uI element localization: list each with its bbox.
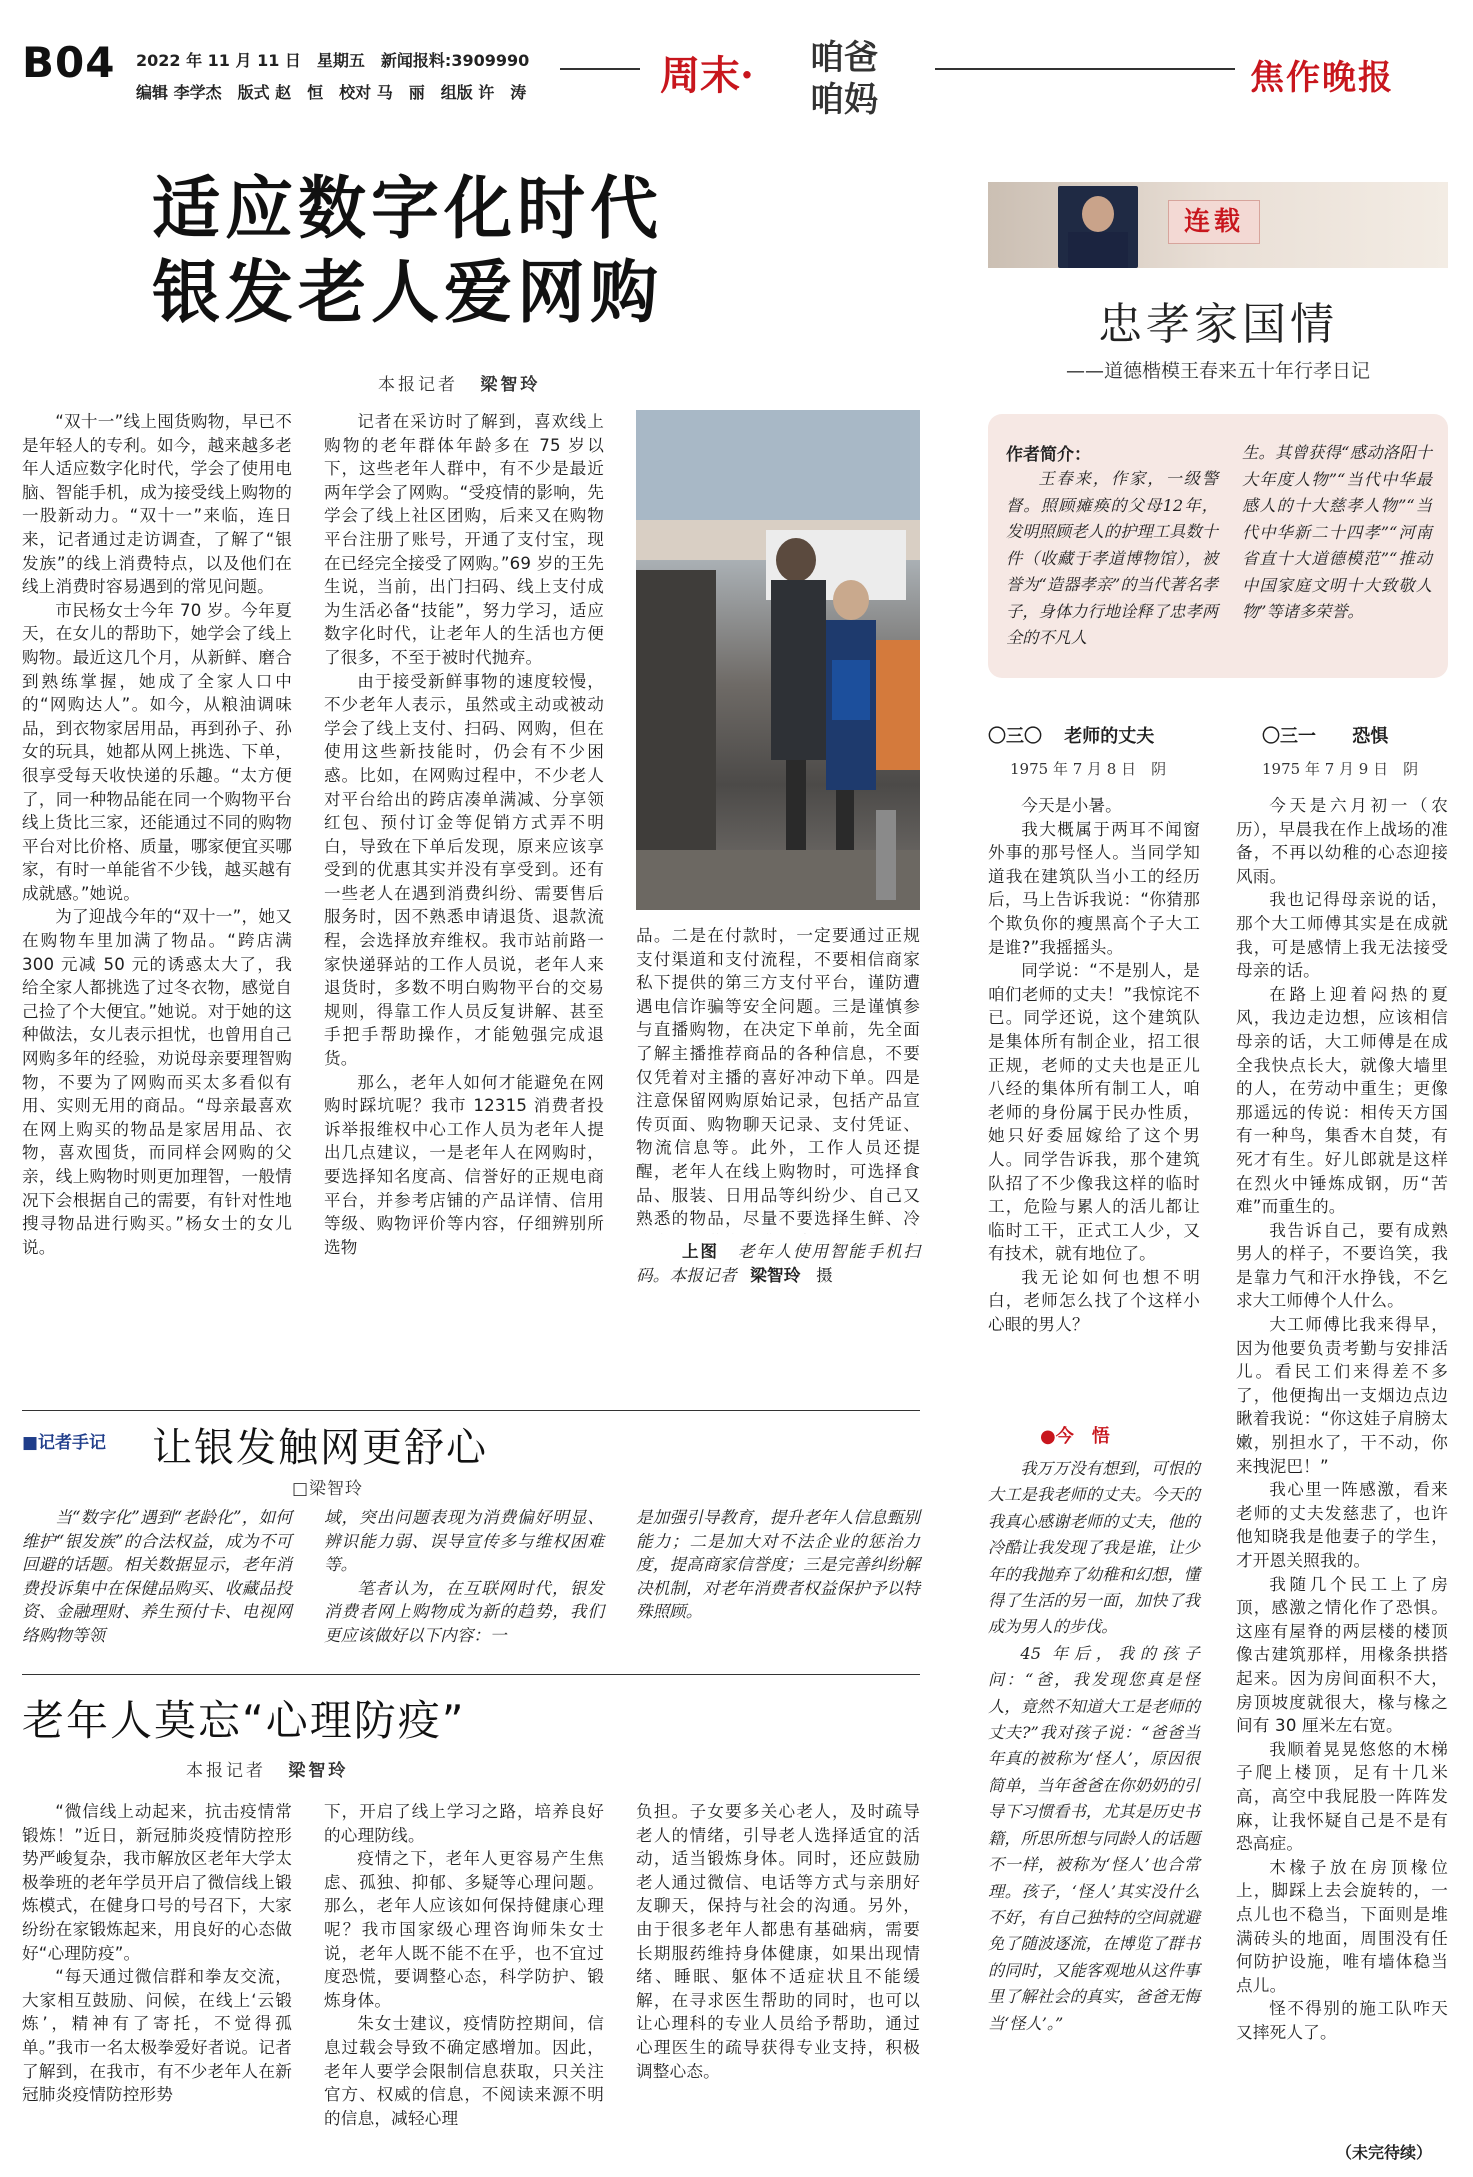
date-line: 2022 年 11 月 11 日 星期五 新闻报料:3909990 [136,51,530,70]
article3-column-1 [22,1800,292,2166]
paragraph: 负担。子女要多关心老人，及时疏导老人的情绪，引导老人选择适宜的活动，适当锻炼身体。同时，还应鼓励老人通过微信、电话等方式与亲朋好友聊天，保持与社会的沟通。另外，由于很多老年人都患有基础病，需要长期服药维持身体健康，如果出现情绪、睡眠、躯体不适症状且不能缓解，在寻求医生帮助的同时，也可以让心理科的专业人员给予帮助，通过心理医生的疏导获得专业支持，积极调整心态。 [636,1802,920,2081]
article2-text-2a: 域，突出问题表现为消费偏好明显、辨识能力弱、误导宣传多与维权困难等。 [324,1508,604,1575]
byline-name: 梁智玲 [480,375,541,395]
paragraph: 今天是六月初一（农历），早晨我在作上战场的准备，不再以幼稚的心态迎接风雨。 [1236,796,1448,886]
entry-031-heading [1262,722,1448,748]
banner-label: 连载 [1183,207,1244,237]
article2-column-3 [636,1506,920,1624]
section-name-parents-2: 咱妈 [810,80,878,120]
paragraph: 在路上迎着闷热的夏风，我边走边想，应该相信母亲的话，大工师傅是在成全我快点长大，就像大墙里的人，在劳动中重生；更像那遥远的传说：相传天方国有一种鸟，集香木自焚，有死才有生。好儿郎就是这样在烈火中锤炼成钢，历“苦难”而重生的。 [1236,984,1448,1217]
author-intro-label: 作者简介： [1006,445,1091,465]
article2-text-2b: 笔者认为，在互联网时代，银发消费者网上购物成为新的趋势，我们更应该做好以下内容：一 [324,1578,604,1645]
tag-text: ■记者手记 [22,1433,107,1453]
photo-scene [636,410,920,910]
byline-label: 本报记者 [186,1761,266,1781]
author-bio-col2 [1242,440,1432,626]
paragraph: “双十一”线上囤货购物，早已不是年轻人的专利。如今，越来越多老年人适应数字化时代，学会了使用电脑、智能手机，成为接受线上购物的一股新动力。“双十一”来临，连日来，记者通过走访调查，了解了“银发族”的线上消费特点，以及他们在线上消费时容易遇到的常见问题。 [22,412,292,597]
article1-column-3 [636,924,920,1234]
article3-title: 老年人莫忘“心理防疫” [22,1696,466,1745]
paragraph: 同学说：“不是别人，是咱们老师的丈夫！”我惊诧不已。同学还说，这个建筑队是集体所有制企业，招工很正规，老师的丈夫也是正儿八经的集体所有制工人，咱老师的身份属于民办性质，她只好委屈嫁给了这个男人。同学告诉我，那个建筑队招了不少像我这样的临时工，危险与累人的活儿都让临时工干，正式工人少，又有技术，就有地位了。 [988,961,1200,1264]
article1-photo [636,410,920,910]
caption-name: 梁智玲 [750,1265,801,1285]
paragraph: 我无论如何也想不明白，老师怎么找了个这样小心眼的男人？ [988,1267,1200,1335]
article1-title-line1: 适应数字化时代 [152,170,664,249]
paragraph: 记者在采访时了解到，喜欢线上购物的老年群体年龄多在 75 岁以下，这些老年人群中，有不少是最近两年学会了网购。“受疫情的影响，先学会了线上社区团购，后来又在购物平台注册了账号，开通了支付宝，现在已经完全接受了网购。”69 岁的王先生说，当前，出门扫码、线上支付成为生活必备“技能”，努力学习，适应数字化时代，让老年人的生活也方便了很多，不至于被时代抛弃。 [324,412,604,667]
byline-name: 梁智玲 [288,1761,349,1781]
photo-caption [636,1240,920,1287]
section-name-parents-1: 咱爸 [810,38,878,78]
article2-tag [22,1428,106,1453]
paragraph: 今天是小暑。 [1021,796,1122,815]
article2-text-1: 当“数字化”遇到“老龄化”，如何维护“银发族”的合法权益，成为不可回避的话题。相关数据显示，老年消费投诉集中在保健品购买、收藏品投资、金融理财、养生预付卡、电视网络购物等领 [22,1508,292,1645]
article1-title [152,168,663,336]
article1-byline [378,370,540,395]
paragraph: 我万万没有想到，可恨的大工是我老师的丈夫。今天的我真心感谢老师的丈夫，他的冷酷让我发现了我是谁，让少年的我抛弃了幼稚和幻想，懂得了生活的另一面，加快了我成为男人的步伐。 [988,1459,1200,1637]
author-bio-text-1: 王春来，作家，一级警督。照顾瘫痪的父母12年，发明照顾老人的护理工具数十件（收藏于孝道博物馆），被誉为“造器孝亲”的当代著名孝子，身体力行地诠释了忠孝两全的不凡人 [1006,469,1218,647]
entry-030-heading [988,722,1200,748]
article2-text-3: 是加强引导教育，提升老年人信息甄别能力；二是加大对不法企业的惩治力度，提高商家信誉度；三是完善纠纷解决机制，对老年消费者权益保护予以特殊照顾。 [636,1508,920,1622]
banner-label-box [1168,200,1260,244]
article2-column-1 [22,1506,292,1648]
article3-column-2 [324,1800,604,2166]
paragraph: 朱女士建议，疫情防控期间，信息过载会导致不确定感增加。因此，老年人要学会限制信息获取，只关注官方、权威的信息，不阅读来源不明的信息，减轻心理 [324,2014,604,2128]
paragraph: 下，开启了线上学习之路，培养良好的心理防线。 [324,1802,604,1845]
divider-article2-bottom [22,1674,920,1675]
entry-title: 恐惧 [1352,726,1389,747]
to-be-continued: （未完待续） [1336,2143,1433,2162]
serial-title: 忠孝家国情 [1098,299,1338,350]
paragraph: 品。二是在付款时，一定要通过正规支付渠道和支付流程，不要相信商家私下提供的第三方支付平台，谨防遭遇电信诈骗等安全问题。三是谨慎参与直播购物，在决定下单前，先全面了解主播推荐商品的各种信息，不要仅凭着对主播的喜好冲动下单。四是注意保留网购原始记录，包括产品宣传页面、购物聊天记录、支付凭证、物流信息等。此外，工作人员还提醒，老年人在线上购物时，可选择食品、服装、日用品等纠纷少、自己又熟悉的物品，尽量不要选择生鲜、冷 [636,926,920,1229]
entry-030-body [988,794,1200,1337]
page-number: B04 [22,38,116,87]
caption-suffix: 摄 [816,1265,833,1285]
caption-label: 上图 [682,1242,719,1261]
article3-column-3 [636,1800,920,2166]
entry-031-body [1236,794,1448,2124]
paragraph: 我大概属于两耳不闻窗外事的那号怪人。当同学知道我在建筑队当小工的经历后，马上告诉我说：“你猜那个欺负你的瘦黑高个子大工是谁?”我摇摇头。 [988,819,1200,957]
caption-text: 老年人使用智能手机扫码。本报记者 [636,1242,921,1285]
paragraph: 我告诉自己，要有成熟男人的样子，不要诌笑，我是靠力气和汗水挣钱，不乞求大工师傅个人什么。 [1236,1220,1448,1311]
paragraph: “每天通过微信群和拳友交流，大家相互鼓励、问候，在线上‘云锻炼’，精神有了寄托，不觉得孤单。”我市一名太极拳爱好者说。记者了解到，在我市，有不少老年人在新冠肺炎疫情防控形势 [22,1967,292,2105]
divider-article1-bottom [22,1410,920,1411]
paragraph: 我顺着晃晃悠悠的木梯子爬上楼顶，足有十几米高，高空中我屁股一阵阵发麻，让我怀疑自己是不是有恐高症。 [1236,1739,1448,1854]
paragraph: 那么，老年人如何才能避免在网购时踩坑呢？我市 12315 消费者投诉举报维权中心工作人员为老年人提出几点建议，一是老年人在网购时，要选择知名度高、信誉好的正规电商平台，并参考店铺的产品详情、信用等级、购物评价等内容，仔细辨别所选物 [324,1072,604,1257]
jinwu-body [988,1456,1200,2037]
article2-byline: □梁智玲 [292,1479,364,1499]
paragraph: 市民杨女士今年 70 岁。今年夏天，在女儿的帮助下，她学会了线上购物。最近这几个月，从新鲜、磨合到熟练掌握，她成了全家人口中的“网购达人”。如今，从粮油调味品，到衣物家居用品，再到孙子、孙女的玩具，她都从网上挑选、下单，很享受每天收快递的乐趣。“太方便了，同一种物品能在同一个购物平台线上货比三家，还能通过不同的购物平台对比价格、质量，哪家便宜买哪家，有时一单能省不少钱，越买越有成就感。”她说。 [22,600,292,903]
paper-logo: 焦作晚报 [1250,58,1394,98]
paragraph: 怪不得别的施工队咋天又摔死人了。 [1236,1999,1448,2042]
editors-line: 编辑 李学杰 版式 赵 恒 校对 马 丽 组版 许 涛 [136,83,527,102]
entry-number: 〇三一 [1262,726,1316,747]
paragraph: “微信线上动起来，抗击疫情常锻炼！”近日，新冠肺炎疫情防控形势严峻复杂，我市解放区老年大学太极拳班的老年学员开启了微信线上锻炼模式，在健身口号的号召下，大家纷纷在家锻炼起来，用良好的心态做好“心理防疫”。 [22,1802,292,1963]
paragraph: 为了迎战今年的“双十一”，她又在购物车里加满了物品。“跨店满 300 元减 50 元的诱惑太大了，我给全家人都挑选了过冬衣物，感觉自己捡了个大便宜。”她说。对于她的这种做法，女儿表示担忧，也曾用自己网购多年的经验，劝说母亲要理智购物，不要为了网购而买太多看似有用、实则无用的商品。“母亲最喜欢在网上购买的物品是家居用品、衣物，喜欢囤货，而同样会网购的父亲，线上购物时则更加理智，一般情况下会根据自己的需要，有针对性地搜寻物品进行购买。”杨女士的女儿说。 [22,907,292,1257]
entry-030-date: 1975 年 7 月 8 日 阴 [1010,760,1167,778]
jinwu-heading [1040,1422,1110,1448]
jinwu-label: ●今 悟 [1040,1426,1110,1447]
masthead-divider-right [935,68,1235,70]
author-bio-text-2: 生。其曾获得“感动洛阳十大年度人物”“当代中华最感人的十大慈孝人物”“当代中华新二十四孝”“河南省直十大道德模范”“推动中国家庭文明十大致敬人物”等诸多荣誉。 [1242,443,1432,621]
article1-title-line2: 银发老人爱网购 [152,254,664,333]
masthead-divider-left [560,68,640,70]
byline-label: 本报记者 [378,375,458,395]
article1-column-2 [324,410,604,1410]
article1-column-1 [22,410,292,1400]
article2-column-2 [324,1506,604,1648]
section-name-weekend: 周末· [660,52,754,99]
masthead [0,0,1473,120]
paragraph: 疫情之下，老年人更容易产生焦虑、孤独、抑郁、多疑等心理问题。那么，老年人应该如何保持健康心理呢？我市国家级心理咨询师朱女士说，老年人既不能不在乎，也不宜过度恐慌，要调整心态，科学防护、锻炼身体。 [324,1849,604,2010]
paragraph: 由于接受新鲜事物的速度较慢，不少老年人表示，虽然或主动或被动学会了线上支付、扫码、网购，但在使用这些新技能时，仍会有不少困惑。比如，在网购过程中，不少老人对平台给出的跨店凑单满减、分享领红包、预付订金等促销方式弄不明白，导致在下单后发现，原来应该享受到的优惠其实并没有享受到。还有一些老人在遇到消费纠纷、需要售后服务时，因不熟悉申请退货、退款流程，会选择放弃维权。我市站前路一家快递驿站的工作人员说，老年人来退货时，多数不明白购物平台的交易规则，得靠工作人员反复讲解、甚至手把手帮助操作，才能勉强完成退货。 [324,671,604,1069]
paragraph: 我随几个民工上了房顶，感激之情化作了恐惧。这座有屋脊的两层楼的楼顶像古建筑那样，用椽条拱搭起来。因为房间面积不大，房顶坡度就很大，椽与椽之间有 30 厘米左右宽。 [1236,1574,1448,1736]
paragraph: 我心里一阵感激，看来老师的丈夫发慈悲了，也许他知晓我是他妻子的学生，才开恩关照我的。 [1236,1480,1448,1570]
paragraph: 45 年后，我的孩子问：“爸，我发现您真是怪人，竟然不知道大工是老师的丈夫?”我对孩子说：“爸爸当年真的被称为‘怪人’，原因很简单，当年爸爸在你奶奶的引导下习惯看书，尤其是历史书籍，所思所想与同龄人的话题不一样，被称为‘怪人’也合常理。孩子，‘怪人’其实没什么不好，有自己独特的空间就避免了随波逐流，在博览了群书的同时，又能客观地从这件事里了解社会的真实，爸爸无悔当‘怪人’。” [988,1643,1200,2033]
article3-byline [186,1756,348,1781]
entry-title: 老师的丈夫 [1064,726,1155,747]
paragraph: 大工师傅比我来得早，因为他要负责考勤与安排活儿。看民工们来得差不多了，他便掏出一支烟边点边瞅着我说：“你这娃子肩膀太嫩，别担水了，干不动，你来拽泥巴！” [1236,1315,1448,1476]
paragraph: 我也记得母亲说的话，那个大工师傅其实是在成就我，可是感情上我无法接受母亲的话。 [1236,890,1448,981]
author-portrait [1058,186,1138,268]
serial-subtitle: ——道德楷模王春来五十年行孝日记 [1065,360,1370,382]
entry-number: 〇三〇 [988,726,1042,747]
article2-title: 让银发触网更舒心 [152,1425,488,1471]
author-bio-col1 [1006,466,1218,652]
author-intro-box [988,414,1448,678]
serial-banner [988,182,1448,268]
entry-031-date: 1975 年 7 月 9 日 阴 [1262,760,1419,778]
paragraph: 木椽子放在房顶椽位上，脚踩上去会旋转的，一点儿也不稳当，下面则是堆满砖头的地面，周围没有任何防护设施，唯有墙体稳当点儿。 [1236,1857,1448,1995]
